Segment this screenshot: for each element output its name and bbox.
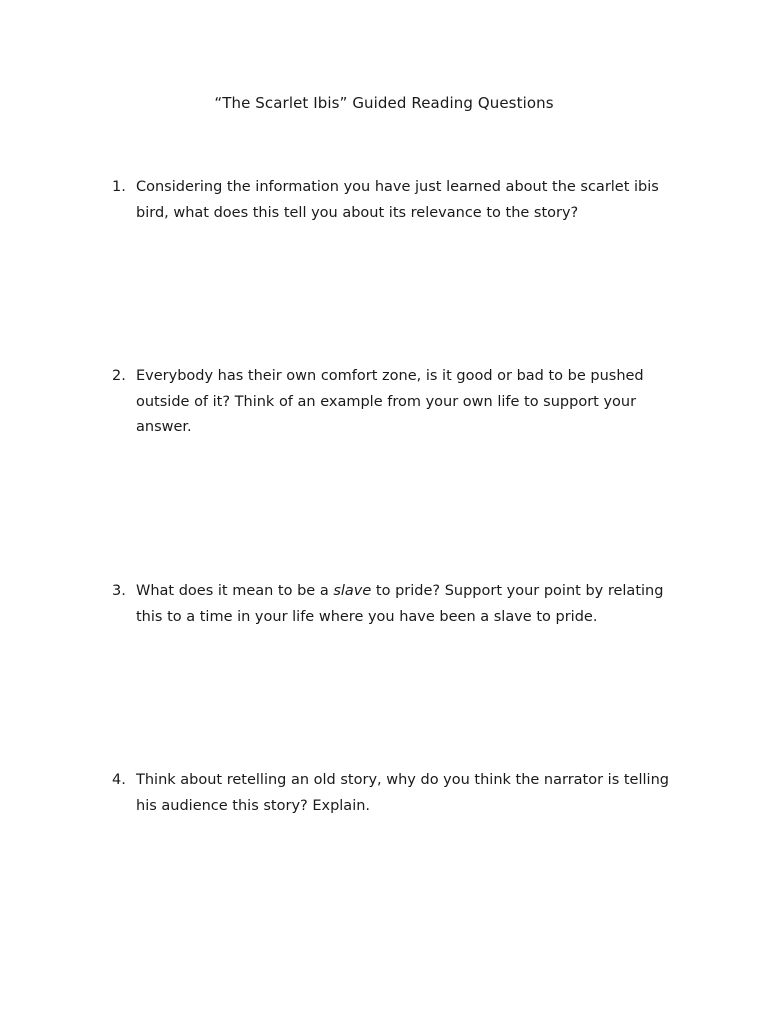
question-number: 3.: [112, 583, 126, 599]
question-item: [112, 579, 692, 630]
question-number: 4.: [112, 772, 126, 788]
question-text-emphasis: slave: [333, 583, 372, 599]
question-text-end: to pride? Support your point by relating this to a time in your life where you have been a slave to pride.: [136, 583, 664, 625]
question-text: Considering the information you have just learned about the scarlet ibis bird, what does this tell you about its relevance to the story?: [136, 179, 659, 221]
document-title: “The Scarlet Ibis” Guided Reading Questions: [214, 94, 554, 112]
question-item: [112, 364, 692, 441]
question-text: [136, 579, 692, 630]
question-number: 1.: [112, 179, 126, 195]
question-item: [112, 175, 692, 226]
question-number: 2.: [112, 368, 126, 384]
question-item: [112, 768, 692, 819]
question-text: Think about retelling an old story, why do you think the narrator is telling his audience this story? Explain.: [136, 772, 669, 814]
question-text-start: What does it mean to be a: [136, 583, 334, 599]
question-text: Everybody has their own comfort zone, is it good or bad to be pushed outside of it? Think of an example from your own life to support your answer.: [136, 368, 644, 435]
